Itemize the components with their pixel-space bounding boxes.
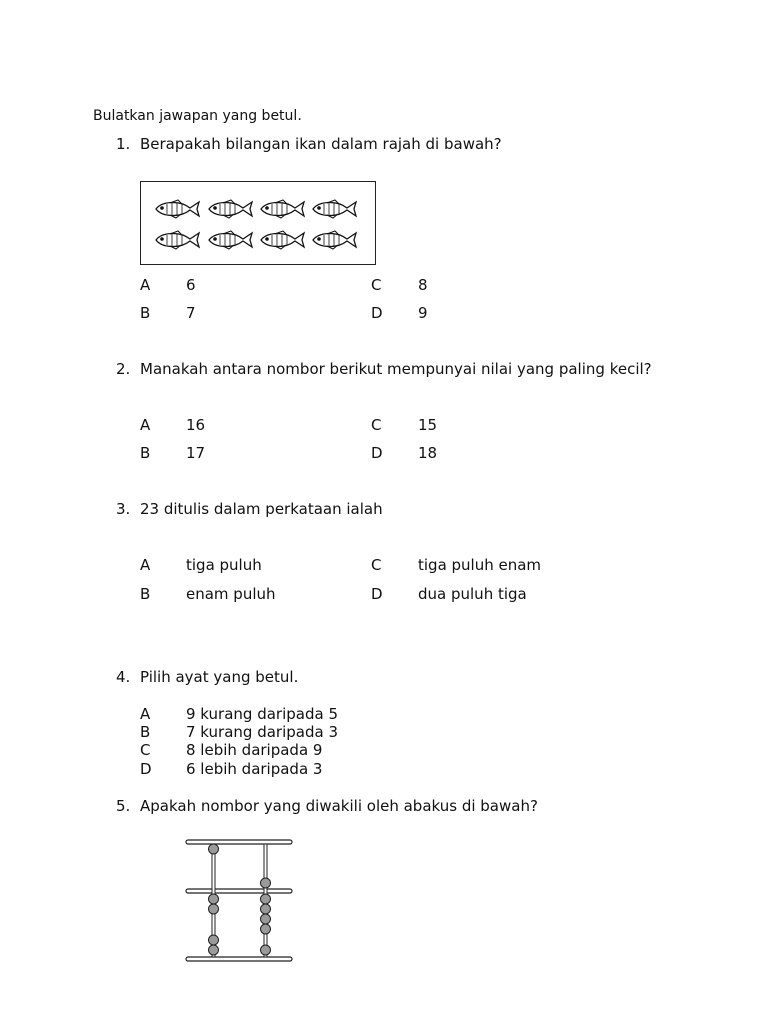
- question-number: 5.: [116, 797, 131, 815]
- option-letter[interactable]: C: [371, 416, 382, 434]
- option-letter[interactable]: B: [140, 304, 151, 322]
- option-value[interactable]: tiga puluh enam: [418, 556, 542, 574]
- option-value[interactable]: 7 kurang daripada 3: [186, 723, 338, 741]
- option-letter[interactable]: A: [140, 556, 151, 574]
- option-letter[interactable]: A: [140, 416, 151, 434]
- option-value[interactable]: enam puluh: [186, 585, 276, 603]
- fish-icon: [209, 200, 252, 218]
- question-text: Berapakah bilangan ikan dalam rajah di bawah?: [140, 135, 502, 153]
- option-value[interactable]: 9 kurang daripada 5: [186, 705, 338, 723]
- option-value[interactable]: 7: [186, 304, 196, 322]
- question-text: 23 ditulis dalam perkataan ialah: [140, 500, 383, 518]
- option-letter[interactable]: B: [140, 723, 151, 741]
- option-value[interactable]: 18: [418, 444, 438, 462]
- option-letter[interactable]: C: [371, 556, 382, 574]
- fish-icon: [156, 200, 199, 218]
- option-letter[interactable]: A: [140, 276, 151, 294]
- fish-icon: [313, 231, 356, 249]
- option-letter[interactable]: D: [140, 760, 152, 778]
- fish-icon: [261, 200, 304, 218]
- question-text: Apakah nombor yang diwakili oleh abakus di bawah?: [140, 797, 538, 815]
- instruction-text: Bulatkan jawapan yang betul.: [93, 108, 302, 124]
- abacus-icon: [180, 836, 300, 968]
- option-value[interactable]: dua puluh tiga: [418, 585, 527, 603]
- option-value[interactable]: 8: [418, 276, 428, 294]
- option-value[interactable]: 17: [186, 444, 206, 462]
- option-letter[interactable]: A: [140, 705, 151, 723]
- option-value[interactable]: 15: [418, 416, 438, 434]
- fish-icon: [156, 231, 199, 249]
- option-value[interactable]: 16: [186, 416, 206, 434]
- option-letter[interactable]: C: [371, 276, 382, 294]
- option-letter[interactable]: B: [140, 444, 151, 462]
- option-value[interactable]: 6: [186, 276, 196, 294]
- option-letter[interactable]: D: [371, 585, 383, 603]
- option-value[interactable]: 9: [418, 304, 428, 322]
- question-text: Manakah antara nombor berikut mempunyai nilai yang paling kecil?: [140, 360, 652, 378]
- question-number: 3.: [116, 500, 131, 518]
- question-number: 2.: [116, 360, 131, 378]
- option-value[interactable]: 6 lebih daripada 3: [186, 760, 323, 778]
- fish-grid: [141, 182, 377, 266]
- fish-figure: [140, 181, 376, 265]
- option-value[interactable]: tiga puluh: [186, 556, 262, 574]
- option-letter[interactable]: D: [371, 304, 383, 322]
- question-number: 1.: [116, 135, 131, 153]
- fish-icon: [261, 231, 304, 249]
- fish-icon: [313, 200, 356, 218]
- abacus-figure: [180, 836, 300, 972]
- question-number: 4.: [116, 668, 131, 686]
- fish-icon: [209, 231, 252, 249]
- option-letter[interactable]: D: [371, 444, 383, 462]
- option-value[interactable]: 8 lebih daripada 9: [186, 741, 323, 759]
- option-letter[interactable]: C: [140, 741, 151, 759]
- question-text: Pilih ayat yang betul.: [140, 668, 299, 686]
- option-letter[interactable]: B: [140, 585, 151, 603]
